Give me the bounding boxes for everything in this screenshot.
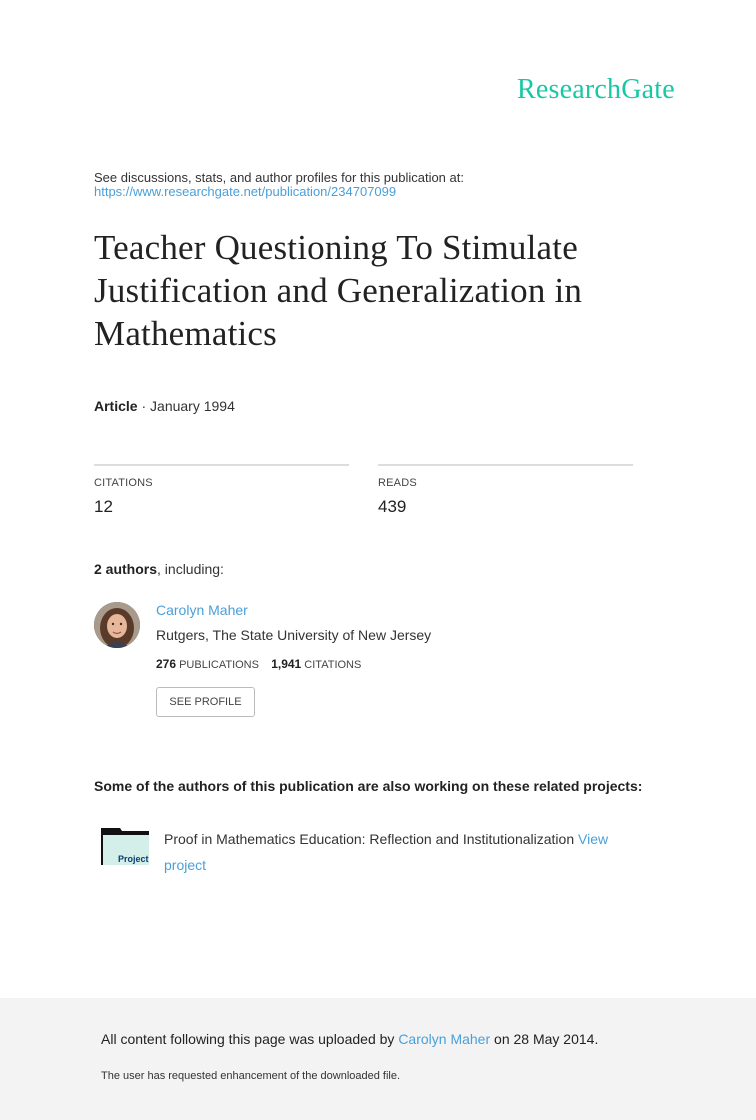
title-line-3: Mathematics [94,314,277,353]
reads-label: READS [378,477,417,489]
view-project-link[interactable]: View project [164,831,609,873]
intro-text: See discussions, stats, and author profiles for this publication at: [94,170,464,185]
upload-prefix: All content following this page was uploaded by [101,1031,395,1047]
see-profile-button[interactable]: SEE PROFILE [156,687,255,717]
footer [0,998,756,1120]
researchgate-logo[interactable]: ResearchGate [517,74,675,105]
publication-date: January 1994 [150,398,235,414]
enhancement-note: The user has requested enhancement of the downloaded file. [101,1070,401,1082]
publication-meta [94,398,235,414]
project-icon[interactable] [100,826,150,866]
author-citations-count: 1,941 [271,657,302,671]
citations-stat [94,464,349,517]
project-icon-label: Project [118,854,149,864]
reads-value: 439 [378,497,407,516]
related-projects-heading: Some of the authors of this publication are also working on these related projects: [94,778,643,794]
publication-url-link[interactable]: https://www.researchgate.net/publication/234707099 [94,184,397,199]
authors-summary [94,561,224,577]
folder-icon [100,826,150,866]
author-stats [156,657,361,671]
author-citations-label: CITATIONS [304,659,362,671]
title-line-2: Justification and Generalization in [94,271,583,310]
author-publications-count: 276 [156,657,177,671]
author-name-link[interactable]: Carolyn Maher [156,602,248,618]
citations-label: CITATIONS [94,477,153,489]
uploader-link[interactable]: Carolyn Maher [398,1031,491,1047]
project-entry [164,826,644,878]
author-publications-label: PUBLICATIONS [179,659,259,671]
citations-value: 12 [94,497,113,516]
meta-separator: · [137,398,151,414]
avatar-photo-icon [94,602,140,648]
intro [94,171,464,199]
title-line-1: Teacher Questioning To Stimulate [94,228,578,267]
publication-type: Article [94,398,138,414]
author-affiliation: Rutgers, The State University of New Jersey [156,627,432,643]
project-title: Proof in Mathematics Education: Reflection and Institutionalization [164,831,575,847]
authors-suffix: , including: [157,561,224,577]
upload-notice [101,1031,598,1047]
author-avatar[interactable] [94,602,140,648]
upload-suffix: on 28 May 2014. [494,1031,599,1047]
publication-title [94,226,684,355]
authors-count: 2 authors [94,561,158,577]
reads-stat [378,464,633,517]
